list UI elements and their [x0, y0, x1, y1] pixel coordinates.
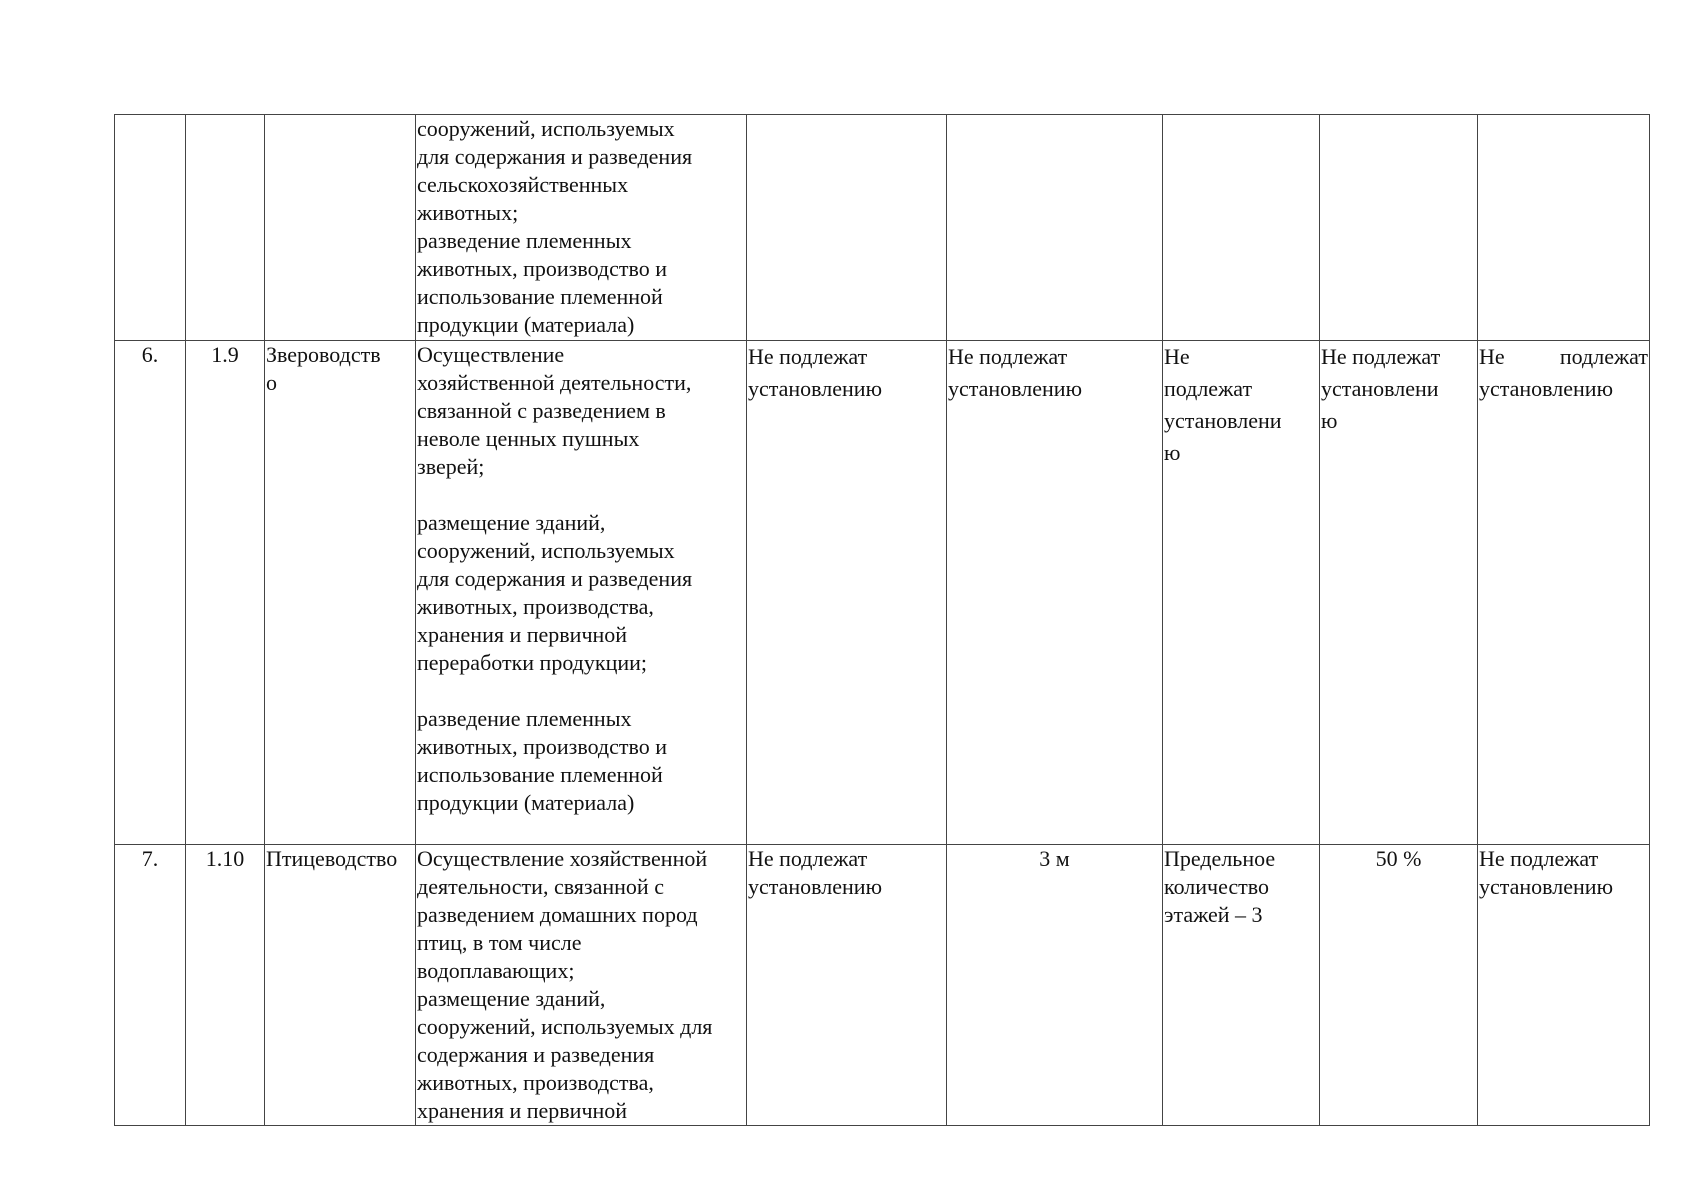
use-code: 1.10 [205, 846, 245, 871]
use-name: Звероводств о [266, 342, 381, 395]
parameter-cell [747, 115, 947, 341]
table-row [115, 845, 1650, 1126]
parameter-cell [1163, 845, 1320, 1126]
row-number-cell [115, 115, 186, 341]
parameter-cell [947, 845, 1163, 1126]
use-description-paragraph: разведение племенных животных, производство и использование племенной продукции (материала) [417, 706, 668, 815]
use-name: Птицеводство [266, 846, 398, 871]
parameter-value: Не подлежат установлени ю [1321, 344, 1441, 433]
parameter-cell [1478, 845, 1650, 1126]
use-description-paragraph: размещение зданий, сооружений, используемых для содержания и разведения животных, производства, хранения и первичной переработки продукции; [417, 510, 693, 675]
use-description-paragraph: Осуществление хозяйственной деятельности, связанной с разведением в неволе ценных пушных зверей; [417, 342, 692, 479]
use-code-cell [186, 115, 265, 341]
parameter-cell [747, 845, 947, 1126]
row-number: 7. [141, 846, 159, 871]
use-description-cell [416, 341, 747, 845]
parameter-value: 50 % [1375, 846, 1422, 871]
use-name-cell [265, 341, 416, 845]
parameter-value: Не подлежат установлению [1479, 344, 1648, 401]
parameter-cell [1320, 341, 1478, 845]
parameter-cell [1478, 115, 1650, 341]
parameter-cell [1163, 341, 1320, 845]
parameter-value: 3 м [1039, 846, 1070, 871]
use-code: 1.9 [211, 342, 239, 367]
use-name-cell [265, 115, 416, 341]
parameter-value: Предельное количество этажей – 3 [1164, 846, 1276, 927]
parameter-cell [1478, 341, 1650, 845]
use-code-cell [186, 845, 265, 1126]
land-use-regulations-table [114, 114, 1650, 1126]
use-description-paragraph: Осуществление хозяйственной деятельности, связанной с разведением домашних пород птиц, в том числе водоплавающих; размещение зданий, сооружений, используемых для содержания и разведения животных, производства, хранения и первичной [417, 846, 713, 1123]
parameter-cell [1320, 115, 1478, 341]
row-number-cell [115, 845, 186, 1126]
use-name-cell [265, 845, 416, 1126]
parameter-cell [1320, 845, 1478, 1126]
parameter-cell [947, 115, 1163, 341]
use-description-paragraph: сооружений, используемых для содержания и разведения сельскохозяйственных животных; разведение племенных животных, производство и использование племенной продукции (материала) [417, 116, 693, 337]
parameter-value: Не подлежат установлению [748, 846, 883, 899]
parameter-cell [747, 341, 947, 845]
row-number: 6. [141, 342, 159, 367]
row-number-cell [115, 341, 186, 845]
parameter-value: Не подлежат установлени ю [1164, 344, 1282, 465]
table-row [115, 115, 1650, 341]
use-code-cell [186, 341, 265, 845]
parameter-cell [947, 341, 1163, 845]
table-row [115, 341, 1650, 845]
parameter-value: Не подлежат установлению [748, 344, 883, 401]
use-description-cell [416, 845, 747, 1126]
parameter-value: Не подлежат установлению [948, 344, 1083, 401]
parameter-cell [1163, 115, 1320, 341]
use-description-cell [416, 115, 747, 341]
parameter-value: Не подлежат установлению [1479, 846, 1614, 899]
